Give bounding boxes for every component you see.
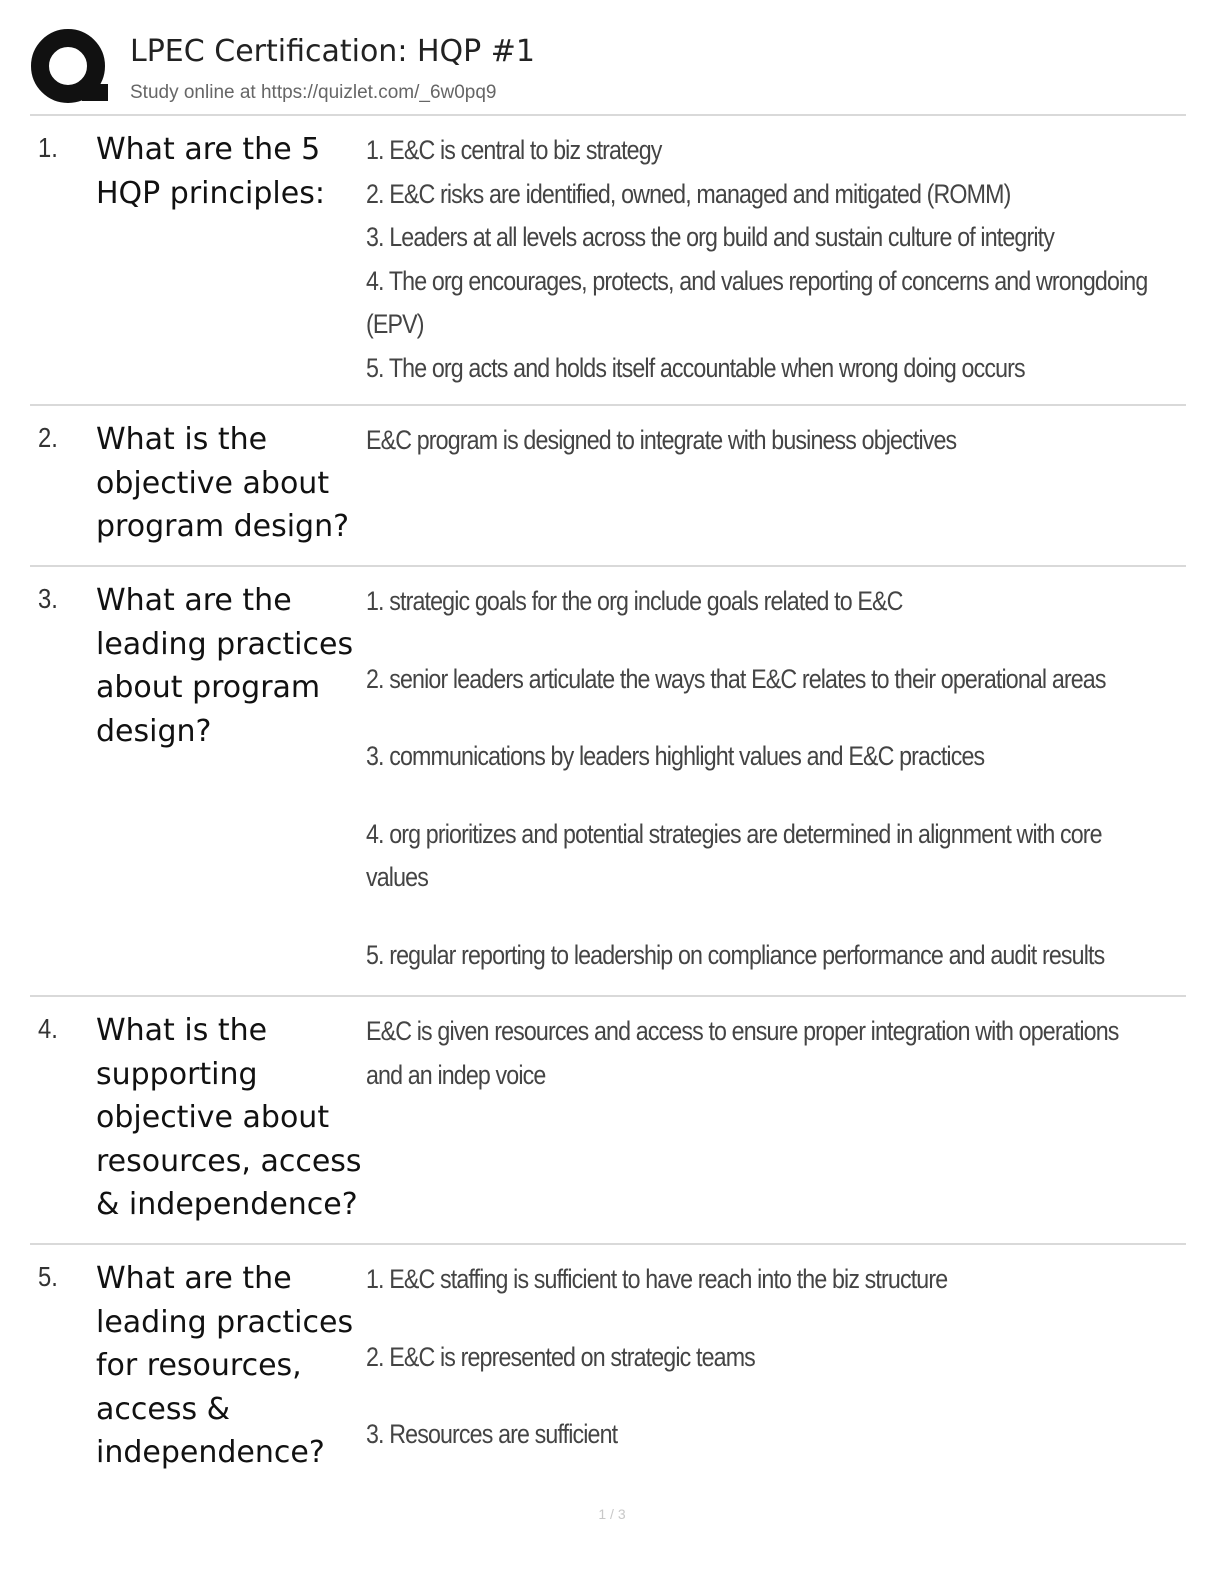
flashcard [30,406,1186,567]
card-term: What is the supporting objective about resources, access & independence? [96,1013,362,1222]
card-number: 4. [38,1013,58,1044]
definition-line: and an indep voice [366,1059,546,1090]
card-term: What is the objective about program design? [96,422,350,544]
card-term: What are the leading practices about program design? [96,583,354,749]
definition-line: 4. The org encourages, protects, and values reporting of concerns and wrongdoing [366,265,1148,296]
card-term: What are the leading practices for resources, access & independence? [96,1261,354,1470]
definition-spacer [366,701,1063,735]
definition-line: E&C is given resources and access to ensure proper integration with operations [366,1016,1119,1046]
definition-line: 3. Leaders at all levels across the org build and sustain culture of integrity [366,222,1054,252]
definition-line: 2. E&C risks are identified, owned, managed and mitigated (ROMM) [366,178,1011,209]
study-online-link[interactable]: Study online at https://quizlet.com/_6w0pq9 [130,82,497,103]
definition-line: E&C program is designed to integrate with business objectives [366,425,957,455]
definition-spacer [366,1379,1063,1413]
flashcard [30,567,1186,997]
definition-line: values [366,862,428,892]
card-term: What are the 5 HQP principles: [96,132,325,211]
definition-spacer [366,1302,1063,1336]
definition-spacer [366,779,1063,813]
card-number: 3. [38,583,58,614]
card-number: 1. [38,132,58,163]
page-title: LPEC Certification: HQP #1 [130,34,535,69]
definition-line: 2. E&C is represented on strategic teams [366,1341,755,1372]
flashcard [30,997,1186,1245]
flashcard [30,1245,1186,1495]
definition-line: 2. senior leaders articulate the ways that E&C relates to their operational areas [366,663,1106,694]
card-definition [366,129,1148,390]
definition-spacer [366,900,1063,934]
card-definition [366,1010,1119,1097]
definition-line: 1. E&C staffing is sufficient to have reach into the biz structure [366,1264,948,1294]
definition-spacer [366,624,1063,658]
flashcard [30,116,1186,406]
card-number: 2. [38,422,58,453]
flashcard-list [30,116,1186,1495]
definition-line: 5. The org acts and holds itself accountable when wrong doing occurs [366,352,1025,383]
page-number: 1 / 3 [598,1506,626,1522]
definition-line: 3. Resources are sufficient [366,1419,618,1449]
card-definition [366,419,1063,463]
card-definition [366,1258,1063,1457]
card-definition [366,580,1106,977]
quizlet-q-logo-icon[interactable] [30,28,110,108]
definition-line: 1. E&C is central to biz strategy [366,135,662,165]
card-number: 5. [38,1261,58,1292]
definition-line: 1. strategic goals for the org include goals related to E&C [366,586,903,616]
page-header [30,28,1186,116]
definition-line: 3. communications by leaders highlight values and E&C practices [366,741,985,771]
definition-line: 4. org prioritizes and potential strategies are determined in alignment with core [366,818,1102,849]
definition-line: (EPV) [366,309,424,339]
definition-line: 5. regular reporting to leadership on compliance performance and audit results [366,939,1105,970]
